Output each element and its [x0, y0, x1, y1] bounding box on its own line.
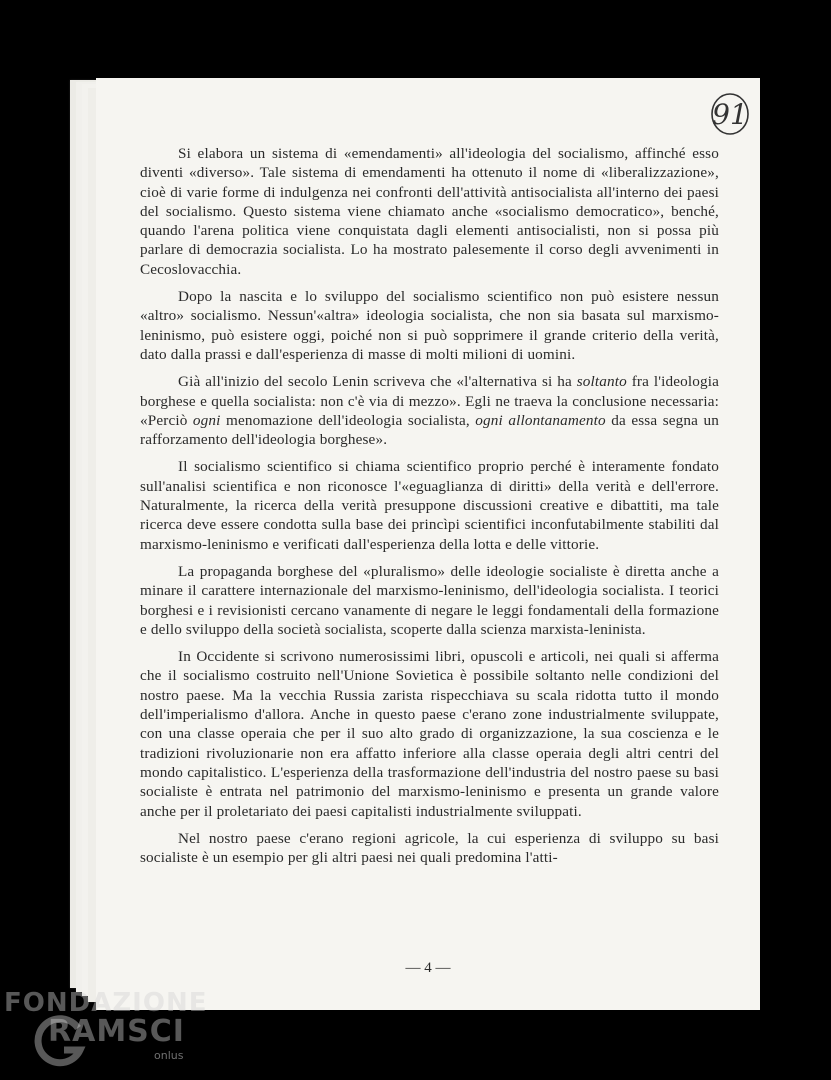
page-number-footer: — 4 —: [405, 960, 451, 976]
body-text: [140, 144, 719, 867]
paragraph: Il socialismo scientifico si chiama scientifico proprio perché è interamente fondato sull'analisi scientifica e non riconosce l'«eguaglianza di diritti» della verità e dell'errore. Naturalmente, la ricerca della verità presuppone discussioni creative e dibattiti, ma tale ricerca deve essere condotta sulla base dei princìpi scientifici inconfutabilmente stabiliti dal marxismo-leninismo e verificati dall'esperienza della lotta e delle vittorie.: [140, 458, 719, 553]
document-page: [96, 78, 760, 1010]
paragraph: Si elabora un sistema di «emendamenti» all'ideologia del socialismo, affinché esso diventi «diverso». Tale sistema di emendamenti ha ottenuto il nome di «liberalizzazione», cioè di varie forme di indulgenza nei confronti dell'attività antisocialista all'interno dei paesi del socialismo. Questo sistema viene chiamato anche «socialismo democratico», benché, quando l'arena politica viene conquistata dagli elementi antisocialisti, non si possa più parlare di democrazia socialista. Lo ha mostrato palesemente il corso degli avvenimenti in Cecoslovacchia.: [140, 145, 719, 278]
text-run: da essa segna un rafforzamento dell'ideologia borghese».: [140, 411, 719, 449]
watermark-line2: RAMSCI: [48, 1014, 185, 1049]
watermark-line1: FONDAZIONE: [4, 988, 208, 1018]
handwritten-page-annotation: [710, 92, 750, 136]
text-run: Già all'inizio del secolo Lenin scriveva che «l'alternativa si ha: [178, 373, 577, 391]
watermark-line3: onlus: [154, 1049, 184, 1062]
emphasis: ogni: [192, 411, 221, 429]
paragraph-lenin-quote: [140, 372, 719, 449]
paragraph: Nel nostro paese c'erano regioni agricole, la cui esperienza di sviluppo su basi socialiste è un esempio per gli altri paesi nei quali predomina l'atti-: [140, 829, 719, 867]
text-run: menomazione dell'ideologia socialista,: [220, 411, 476, 429]
text-run: fra l'ideologia borghese e quella socialista: non c'è via di mezzo». Egli ne traeva la conclusione necessaria: «Perciò: [140, 373, 719, 429]
page-annotation-text: 91: [712, 97, 748, 131]
emphasis: soltanto: [576, 373, 627, 391]
paragraph: In Occidente si scrivono numerosissimi libri, opuscoli e articoli, nei quali si afferma che il socialismo costruito nell'Unione Sovietica è possibile soltanto nelle condizioni del nostro paese. Ma la vecchia Russia zarista rispecchiava su scala ridotta tutto il mondo dell'imperialismo d'allora. Anche in questo paese c'erano zone industrialmente sviluppate, con una classe operaia che per il suo alto grado di organizzazione, la sua coscienza e le tradizioni rivoluzionarie non era affatto inferiore alla classe operaia degli altri centri del mondo capitalistico. L'esperienza della trasformazione dell'industria del nostro paese su basi socialiste è entrata nel patrimonio del marxismo-leninismo e presenta un grande valore anche per il proletariato dei paesi capitalisti industrialmente sviluppati.: [140, 648, 719, 820]
paragraph: Dopo la nascita e lo sviluppo del socialismo scientifico non può esistere nessun «altro» socialismo. Nessun'«altra» ideologia socialista, che non sia basata sul marxismo-leninismo, può esistere oggi, poiché non si può sopprimere il grande criterio della verità, dato dalla prassi e dall'esperienza di masse di molti milioni di uomini.: [140, 288, 719, 363]
circle-icon: [710, 92, 750, 136]
emphasis: ogni allontanamento: [475, 411, 606, 429]
watermark-logo: [4, 988, 214, 1078]
paragraph: La propaganda borghese del «pluralismo» delle ideologie socialiste è diretta anche a minare il carattere internazionale del marxismo-leninismo, dell'ideologia socialista. I teorici borghesi e i revisionisti cercano vanamente di negare le leggi fondamentali della formazione e dello sviluppo della società socialista, scoperte dalla scienza marxista-leninista.: [140, 562, 719, 638]
